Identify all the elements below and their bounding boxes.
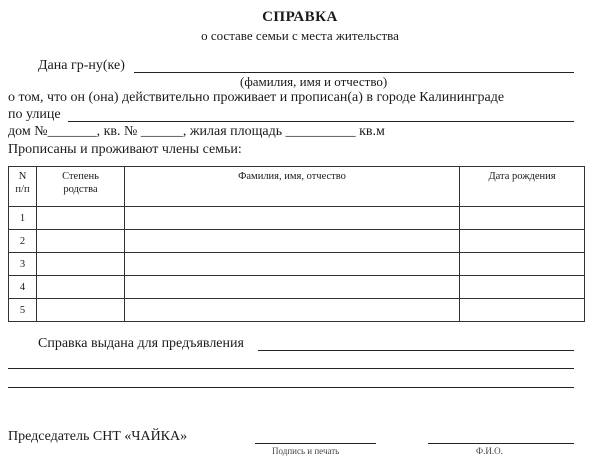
chairman-label: Председатель СНТ «ЧАЙКА» (8, 429, 188, 444)
full-name-cell[interactable] (125, 207, 460, 230)
birth-date-cell[interactable] (460, 299, 585, 322)
table-row (9, 253, 585, 276)
fio-field[interactable] (428, 443, 574, 444)
signature-caption: Подпись и печать (272, 446, 340, 456)
page-subtitle: о составе семьи с места жительства (201, 28, 399, 43)
relation-cell[interactable] (37, 207, 125, 230)
issued-for-extra-line-1[interactable] (8, 368, 574, 369)
column-header-number: N п/п (9, 167, 37, 207)
full-name-cell[interactable] (125, 299, 460, 322)
street-field[interactable] (68, 121, 574, 122)
name-caption: (фамилия, имя и отчество) (240, 74, 388, 89)
column-header-full-name: Фамилия, имя, отчество (125, 167, 460, 207)
street-label: по улице (8, 107, 61, 122)
fio-caption: Ф.И.О. (476, 446, 503, 456)
residence-text: о том, что он (она) действительно проживает и прописан(а) в городе Калининграде (8, 90, 505, 105)
birth-date-cell[interactable] (460, 230, 585, 253)
relation-cell[interactable] (37, 299, 125, 322)
issued-for-field[interactable] (258, 350, 574, 351)
row-number: 5 (9, 299, 37, 322)
birth-date-cell[interactable] (460, 207, 585, 230)
house-line: дом №_______, кв. № ______, жилая площадь __________ кв.м (8, 124, 385, 139)
table-row (9, 207, 585, 230)
full-name-cell[interactable] (125, 230, 460, 253)
members-label: Прописаны и проживают члены семьи: (8, 142, 242, 157)
signature-field[interactable] (255, 443, 376, 444)
birth-date-cell[interactable] (460, 253, 585, 276)
table-row (9, 299, 585, 322)
table-row (9, 276, 585, 299)
birth-date-cell[interactable] (460, 276, 585, 299)
issued-for-extra-line-2[interactable] (8, 387, 574, 388)
family-members-table (8, 166, 585, 322)
given-to-field[interactable] (134, 72, 574, 73)
column-header-birth-date: Дата рождения (460, 167, 585, 207)
page-title: СПРАВКА (262, 9, 338, 25)
row-number: 4 (9, 276, 37, 299)
issued-for-label: Справка выдана для предъявления (38, 336, 244, 351)
column-header-relation: Степень родства (37, 167, 125, 207)
table-row (9, 230, 585, 253)
row-number: 1 (9, 207, 37, 230)
given-to-label: Дана гр-ну(ке) (38, 58, 125, 73)
relation-cell[interactable] (37, 253, 125, 276)
relation-cell[interactable] (37, 276, 125, 299)
row-number: 3 (9, 253, 37, 276)
relation-cell[interactable] (37, 230, 125, 253)
full-name-cell[interactable] (125, 253, 460, 276)
row-number: 2 (9, 230, 37, 253)
full-name-cell[interactable] (125, 276, 460, 299)
